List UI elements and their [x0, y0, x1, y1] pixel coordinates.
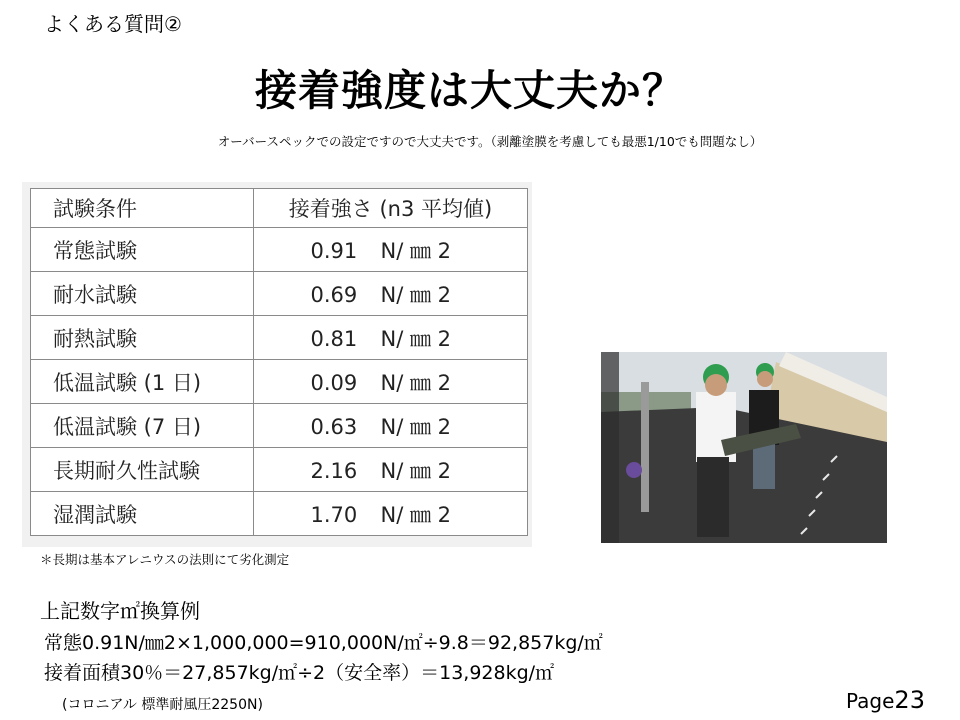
row-condition: 湿潤試験 — [31, 492, 254, 536]
table-row — [31, 272, 528, 316]
strength-value: 2.16 — [310, 458, 358, 483]
test-results-table-image — [22, 182, 532, 547]
strength-unit: N/ ㎜ 2 — [380, 502, 451, 527]
strength-value: 0.63 — [310, 414, 358, 439]
slide-subtitle: オーバースペックでの設定ですので大丈夫です。（剥離塗膜を考慮しても最悪1/10でも問題なし） — [217, 134, 763, 149]
table-row — [31, 228, 528, 272]
row-condition: 低温試験 (7 日) — [31, 404, 254, 448]
footnote: ＊長期は基本アレニウスの法則にて劣化測定 — [40, 552, 290, 567]
row-strength — [254, 360, 528, 404]
column-header-strength: 接着強さ (n3 平均値) — [254, 189, 528, 228]
table-row — [31, 492, 528, 536]
page-number — [846, 686, 925, 714]
row-condition: 耐熱試験 — [31, 316, 254, 360]
strength-unit: N/ ㎜ 2 — [380, 370, 451, 395]
strength-unit: N/ ㎜ 2 — [380, 326, 451, 351]
table-row — [31, 316, 528, 360]
row-strength — [254, 448, 528, 492]
row-strength — [254, 228, 528, 272]
conversion-line-1: 常態0.91N/㎜2×1,000,000=910,000N/㎡÷9.8＝92,857kg/㎡ — [44, 632, 603, 654]
roof-workers-photo — [601, 352, 887, 543]
row-condition: 耐水試験 — [31, 272, 254, 316]
table-row — [31, 448, 528, 492]
row-condition: 常態試験 — [31, 228, 254, 272]
column-header-condition: 試験条件 — [31, 189, 254, 228]
row-strength — [254, 316, 528, 360]
strength-value: 0.81 — [310, 326, 358, 351]
conversion-line-2: 接着面積30％＝27,857kg/㎡÷2（安全率）＝13,928kg/㎡ — [44, 662, 555, 684]
strength-unit: N/ ㎜ 2 — [380, 414, 451, 439]
row-condition: 低温試験 (1 日) — [31, 360, 254, 404]
strength-value: 0.69 — [310, 282, 358, 307]
slide-header: よくある質問② — [44, 12, 182, 36]
table-header-row — [31, 189, 528, 228]
photo-illustration — [601, 352, 887, 543]
reference-note: (コロニアル 標準耐風圧2250N) — [62, 697, 263, 713]
strength-unit: N/ ㎜ 2 — [380, 238, 451, 263]
row-strength — [254, 272, 528, 316]
row-strength — [254, 492, 528, 536]
test-results-table — [30, 188, 528, 536]
strength-value: 0.91 — [310, 238, 358, 263]
row-strength — [254, 404, 528, 448]
page-digits: 23 — [894, 686, 925, 714]
table-row — [31, 404, 528, 448]
table-row — [31, 360, 528, 404]
conversion-heading: 上記数字㎡換算例 — [40, 599, 200, 623]
strength-value: 1.70 — [310, 502, 358, 527]
row-condition: 長期耐久性試験 — [31, 448, 254, 492]
page-prefix: Page — [846, 689, 895, 713]
strength-value: 0.09 — [310, 370, 358, 395]
strength-unit: N/ ㎜ 2 — [380, 458, 451, 483]
slide-title: 接着強度は大丈夫か？ — [254, 66, 685, 115]
strength-unit: N/ ㎜ 2 — [380, 282, 451, 307]
